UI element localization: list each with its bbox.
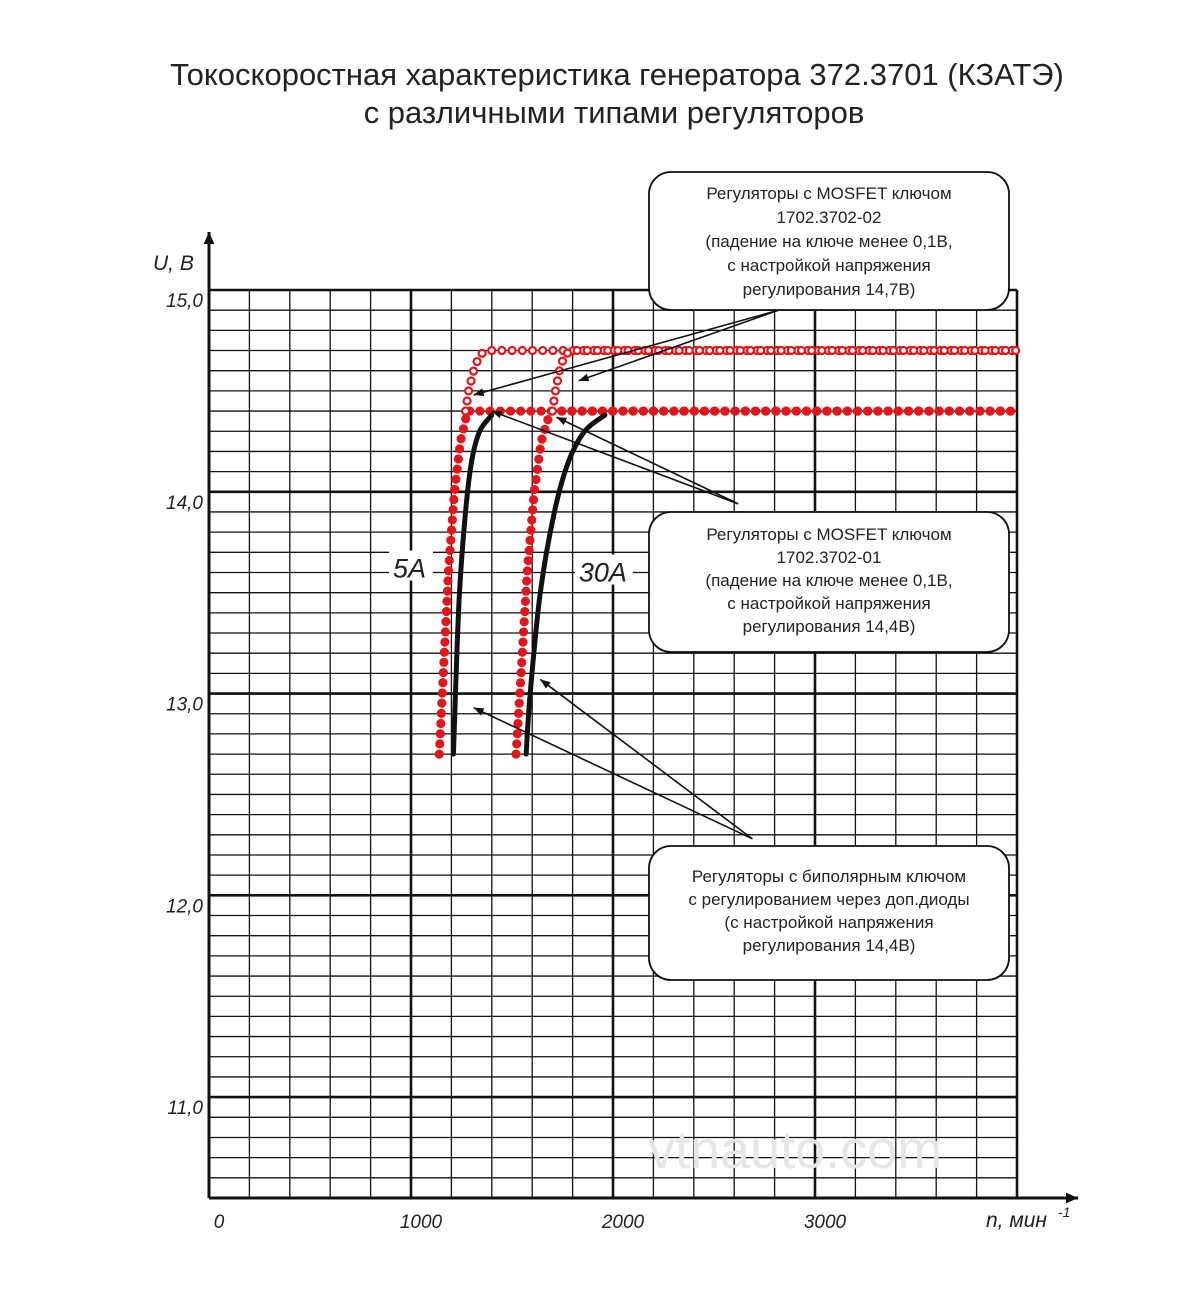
annotation-text-line: (падение на ключе менее 0,1В, (705, 571, 953, 590)
x-tick-label: 1000 (399, 1212, 443, 1233)
data-point (778, 347, 785, 354)
data-point (438, 688, 447, 697)
data-point (716, 347, 723, 354)
data-point (451, 475, 460, 484)
data-point (468, 377, 475, 384)
y-tick-label: 12,0 (166, 896, 203, 918)
data-point (475, 406, 484, 415)
data-point (992, 347, 999, 354)
data-point (470, 368, 477, 375)
data-point (802, 406, 811, 415)
annotation-box-2 (649, 512, 1009, 652)
data-point (1006, 406, 1015, 415)
data-point (996, 406, 1005, 415)
data-point (1012, 347, 1019, 354)
data-point (531, 475, 540, 484)
data-point (669, 406, 678, 415)
data-point (584, 347, 591, 354)
data-point (574, 347, 581, 354)
data-point (506, 406, 515, 415)
axes (153, 232, 1078, 1233)
data-point (436, 729, 445, 738)
y-tick-label: 14,0 (166, 492, 203, 514)
data-point (464, 397, 471, 404)
data-point (782, 406, 791, 415)
data-point (761, 406, 770, 415)
annotation-text-line: с настройкой напряжения (727, 256, 931, 275)
data-point (1002, 347, 1009, 354)
annotation-text-line: 1702.3702-01 (776, 548, 882, 567)
data-point (594, 347, 601, 354)
x-tick-label: 0 (213, 1212, 225, 1233)
data-point (941, 347, 948, 354)
data-point (537, 406, 546, 415)
data-point (515, 688, 524, 697)
data-point (904, 406, 913, 415)
data-point (710, 406, 719, 415)
data-point (519, 627, 528, 636)
annotation-text-line: регулирования 14,4В) (742, 617, 916, 636)
data-point (543, 415, 552, 424)
data-point (771, 406, 780, 415)
data-point (935, 406, 944, 415)
data-point (498, 347, 505, 354)
data-point (449, 495, 458, 504)
data-point (751, 406, 760, 415)
data-point (700, 406, 709, 415)
data-point (435, 749, 444, 758)
data-point (965, 406, 974, 415)
data-point (549, 408, 556, 415)
data-point (517, 668, 526, 677)
data-point (614, 347, 621, 354)
data-point (900, 347, 907, 354)
data-point (456, 434, 465, 443)
data-point (438, 678, 447, 687)
y-tick-label: 11,0 (167, 1098, 203, 1120)
data-point (955, 406, 964, 415)
data-point (454, 454, 463, 463)
data-point (822, 406, 831, 415)
data-point (618, 406, 627, 415)
data-point (437, 699, 446, 708)
data-point (924, 406, 933, 415)
series-6 (549, 347, 1019, 415)
data-point (818, 347, 825, 354)
annotation-arrow (492, 411, 738, 504)
data-point (440, 637, 449, 646)
data-point (514, 709, 523, 718)
data-point (833, 406, 842, 415)
data-point (539, 347, 546, 354)
data-point (446, 536, 455, 545)
data-point (520, 617, 529, 626)
data-point (537, 435, 546, 444)
data-point (727, 347, 734, 354)
x-axis-label: n, мин (986, 1209, 1047, 1232)
data-point (528, 505, 537, 514)
grid (209, 290, 1017, 1198)
data-point (720, 406, 729, 415)
data-point (474, 358, 481, 365)
data-point (961, 347, 968, 354)
data-point (645, 347, 652, 354)
data-point (533, 465, 542, 474)
data-point (588, 406, 597, 415)
data-point (523, 566, 532, 575)
annotation-box-1 (649, 172, 1009, 310)
data-point (524, 556, 533, 565)
data-point (829, 347, 836, 354)
data-point (443, 586, 452, 595)
data-point (453, 465, 462, 474)
data-point (518, 648, 527, 657)
data-point (564, 350, 571, 357)
curve-label: 5A (393, 553, 427, 584)
data-point (798, 347, 805, 354)
data-point (525, 536, 534, 545)
data-point (443, 576, 452, 585)
watermark: vtnauto.com (648, 1120, 943, 1180)
y-tick-label: 15,0 (166, 291, 203, 312)
labels-layer (389, 550, 633, 587)
data-point (515, 699, 524, 708)
data-point (520, 607, 529, 616)
data-point (567, 406, 576, 415)
data-point (517, 658, 526, 667)
data-point (690, 406, 699, 415)
data-point (511, 749, 520, 758)
data-point (439, 668, 448, 677)
data-point (880, 347, 887, 354)
data-point (536, 445, 545, 454)
data-point (448, 505, 457, 514)
data-point (757, 347, 764, 354)
data-point (461, 414, 470, 423)
data-point (608, 406, 617, 415)
data-point (554, 377, 561, 384)
data-point (512, 739, 521, 748)
data-point (843, 406, 852, 415)
data-point (529, 495, 538, 504)
data-point (686, 347, 693, 354)
annotation-boxes (649, 172, 1009, 980)
data-point (982, 347, 989, 354)
data-point (788, 347, 795, 354)
data-point (448, 515, 457, 524)
annotation-box-3 (649, 846, 1009, 980)
data-point (884, 406, 893, 415)
data-point (680, 406, 689, 415)
data-point (459, 424, 468, 433)
data-point (812, 406, 821, 415)
annotation-text-line: регулирования 14,4В) (742, 936, 916, 955)
data-point (863, 406, 872, 415)
data-point (604, 347, 611, 354)
data-point (450, 485, 459, 494)
data-point (945, 406, 954, 415)
data-point (441, 627, 450, 636)
data-point (747, 347, 754, 354)
data-point (914, 406, 923, 415)
data-point (445, 556, 454, 565)
data-point (706, 347, 713, 354)
data-point (549, 347, 556, 354)
data-point (488, 347, 495, 354)
data-point (578, 406, 587, 415)
data-point (516, 406, 525, 415)
data-point (439, 658, 448, 667)
data-point (629, 406, 638, 415)
data-point (516, 678, 525, 687)
chart-title-line1: Токоскоростная характеристика генератора 372.3701 (КЗАТЭ) (170, 57, 1064, 92)
data-point (920, 347, 927, 354)
annotation-text-line: с регулированием через доп.диоды (688, 890, 970, 909)
y-axis-label: U, В (153, 252, 194, 275)
data-point (435, 739, 444, 748)
data-point (530, 485, 539, 494)
data-point (767, 347, 774, 354)
y-tick-label: 13,0 (166, 694, 203, 716)
data-point (437, 709, 446, 718)
data-point (808, 347, 815, 354)
data-point (559, 358, 566, 365)
data-point (444, 566, 453, 575)
data-point (447, 525, 456, 534)
data-point (910, 347, 917, 354)
data-point (445, 546, 454, 555)
data-point (696, 347, 703, 354)
data-point (659, 406, 668, 415)
data-point (509, 347, 516, 354)
data-point (436, 719, 445, 728)
curve-label: 30A (578, 557, 627, 588)
data-point (462, 408, 469, 415)
data-point (649, 406, 658, 415)
data-point (534, 455, 543, 464)
annotation-text-line: (с настройкой напряжения (724, 913, 934, 932)
data-point (522, 576, 531, 585)
data-point (518, 638, 527, 647)
x-axis-label-exponent: -1 (1058, 1204, 1071, 1220)
annotation-text-line: Регуляторы с MOSFET ключом (706, 525, 952, 544)
data-point (741, 406, 750, 415)
data-point (975, 406, 984, 415)
data-point (526, 406, 535, 415)
data-point (951, 347, 958, 354)
data-point (557, 406, 566, 415)
data-point (639, 406, 648, 415)
annotation-text-line: регулирования 14,7В) (742, 280, 916, 299)
data-point (552, 387, 559, 394)
data-point (529, 347, 536, 354)
data-point (869, 347, 876, 354)
data-point (849, 347, 856, 354)
annotation-text-line: 1702.3702-02 (776, 208, 882, 227)
data-point (986, 406, 995, 415)
data-point (731, 406, 740, 415)
data-point (792, 406, 801, 415)
data-point (859, 347, 866, 354)
data-point (526, 526, 535, 535)
annotation-text-line: (падение на ключе менее 0,1В, (705, 232, 953, 251)
data-point (839, 347, 846, 354)
data-point (440, 648, 449, 657)
series-5 (462, 347, 1015, 415)
data-point (971, 347, 978, 354)
chart-title-line2: с различными типами регуляторов (363, 95, 865, 130)
data-point (524, 546, 533, 555)
data-point (890, 347, 897, 354)
data-point (519, 347, 526, 354)
data-point (479, 350, 486, 357)
data-point (455, 444, 464, 453)
x-tick-label: 3000 (803, 1212, 847, 1233)
data-point (737, 347, 744, 354)
data-point (521, 587, 530, 596)
data-point (521, 597, 530, 606)
data-point (873, 406, 882, 415)
data-point (441, 617, 450, 626)
data-point (931, 347, 938, 354)
data-point (527, 515, 536, 524)
annotation-text-line: Регуляторы с биполярным ключом (691, 867, 967, 886)
data-point (676, 347, 683, 354)
data-point (894, 406, 903, 415)
data-point (853, 406, 862, 415)
data-point (442, 597, 451, 606)
data-point (442, 607, 451, 616)
data-point (550, 397, 557, 404)
annotation-text-line: Регуляторы с MOSFET ключом (706, 184, 952, 203)
x-tick-label: 2000 (601, 1212, 645, 1233)
data-point (465, 387, 472, 394)
annotation-text-line: с настройкой напряжения (727, 594, 931, 613)
